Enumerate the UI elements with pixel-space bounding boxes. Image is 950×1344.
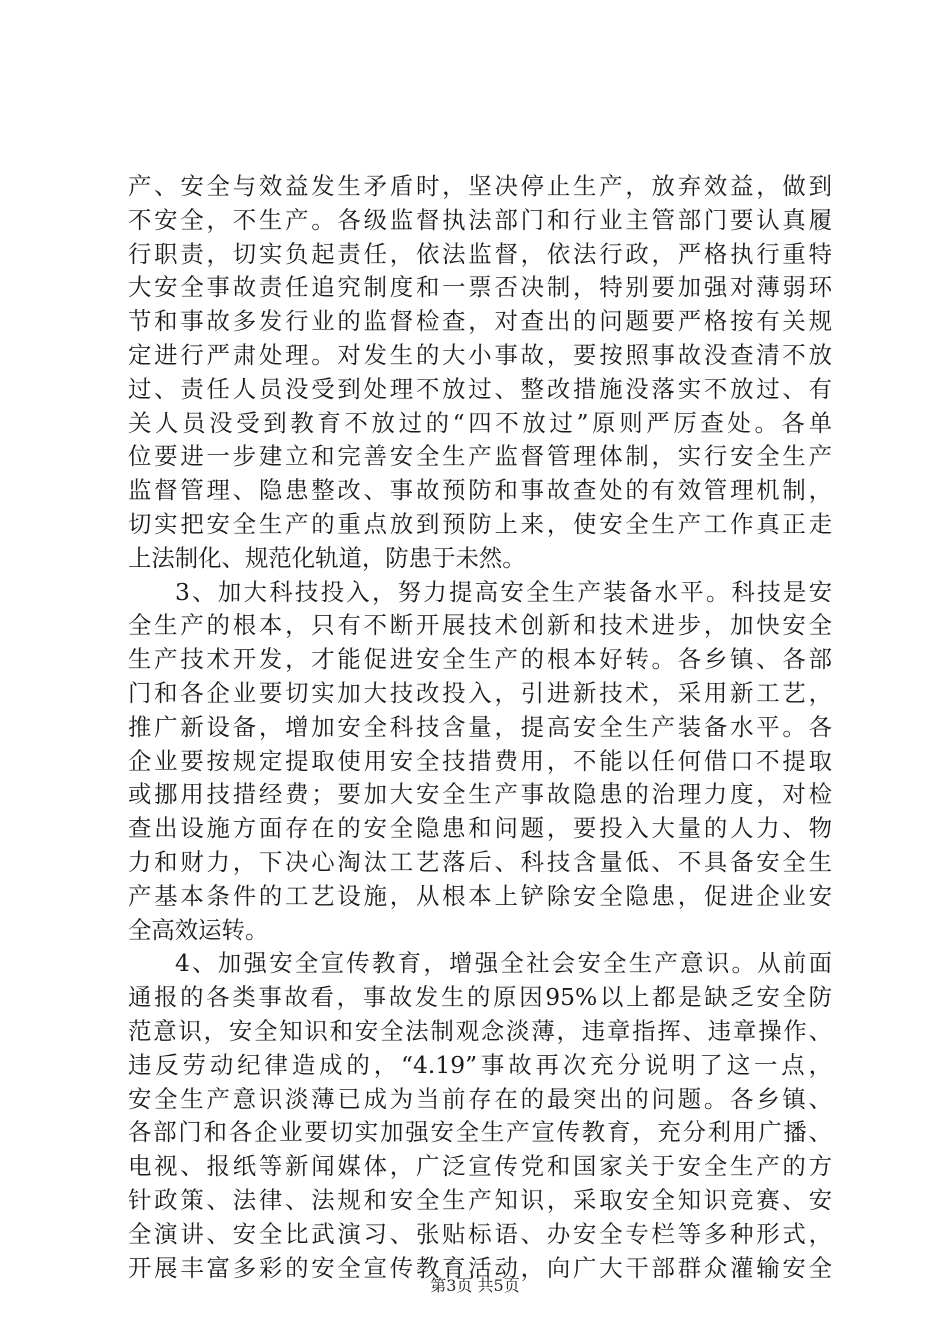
text-line: 3、加大科技投入，努力提高安全生产装备水平。科技是安 xyxy=(175,577,832,606)
text-line: 不安全，不生产。各级监督执法部门和行业主管部门要认真履 xyxy=(128,205,832,234)
text-line: 行职责，切实负起责任，依法监督，依法行政，严格执行重特 xyxy=(128,239,832,268)
text-line: 全生产的根本，只有不断开展技术创新和技术进步，加快安全 xyxy=(128,611,832,640)
text-line: 范意识，安全知识和安全法制观念淡薄，违章指挥、违章操作、 xyxy=(128,1016,832,1045)
text-line: 门和各企业要切实加大技改投入，引进新技术，采用新工艺， xyxy=(128,678,832,707)
text-line: 针政策、法律、法规和安全生产知识，采取安全知识竞赛、安 xyxy=(128,1185,832,1214)
text-line: 切实把安全生产的重点放到预防上来，使安全生产工作真正走 xyxy=(128,509,832,538)
text-line: 节和事故多发行业的监督检查，对查出的问题要严格按有关规 xyxy=(128,307,832,336)
text-line: 力和财力，下决心淘汰工艺落后、科技含量低、不具备安全生 xyxy=(128,847,832,876)
text-line: 上法制化、规范化轨道，防患于未然。 xyxy=(128,543,526,572)
text-line: 电视、报纸等新闻媒体，广泛宣传党和国家关于安全生产的方 xyxy=(128,1152,832,1181)
text-line: 企业要按规定提取使用安全技措费用，不能以任何借口不提取 xyxy=(128,746,832,775)
text-line: 监督管理、隐患整改、事故预防和事故查处的有效管理机制， xyxy=(128,476,832,505)
page-footer: 第3页 共5页 xyxy=(430,1276,520,1295)
text-line: 关人员没受到教育不放过的“四不放过”原则严厉查处。各单 xyxy=(128,408,832,437)
text-line: 各部门和各企业要切实加强安全生产宣传教育，充分利用广播、 xyxy=(128,1118,832,1147)
text-line: 查出设施方面存在的安全隐患和问题，要投入大量的人力、物 xyxy=(128,814,832,843)
text-line: 4、加强安全宣传教育，增强全社会安全生产意识。从前面 xyxy=(175,949,832,978)
text-line: 大安全事故责任追究制度和一票否决制，特别要加强对薄弱环 xyxy=(128,273,832,302)
text-line: 通报的各类事故看，事故发生的原因95%以上都是缺乏安全防 xyxy=(128,983,832,1012)
text-line: 过、责任人员没受到处理不放过、整改措施没落实不放过、有 xyxy=(128,374,832,403)
text-line: 推广新设备，增加安全科技含量，提高安全生产装备水平。各 xyxy=(128,712,832,741)
text-line: 或挪用技措经费；要加大安全生产事故隐患的治理力度，对检 xyxy=(128,780,832,809)
text-line: 全高效运转。 xyxy=(128,915,269,944)
text-line: 生产技术开发，才能促进安全生产的根本好转。各乡镇、各部 xyxy=(128,645,832,674)
text-line: 定进行严肃处理。对发生的大小事故，要按照事故没查清不放 xyxy=(128,340,832,369)
text-line: 全演讲、安全比武演习、张贴标语、办安全专栏等多种形式， xyxy=(128,1219,832,1248)
body-text xyxy=(128,170,832,1285)
text-line: 产基本条件的工艺设施，从根本上铲除安全隐患，促进企业安 xyxy=(128,881,832,910)
text-line: 产、安全与效益发生矛盾时，坚决停止生产，放弃效益，做到 xyxy=(128,172,832,200)
text-line: 违反劳动纪律造成的，“4.19”事故再次充分说明了这一点， xyxy=(128,1050,832,1079)
text-line: 开展丰富多彩的安全宣传教育活动，向广大干部群众灌输安全 xyxy=(128,1253,832,1282)
text-line: 位要进一步建立和完善安全生产监督管理体制，实行安全生产 xyxy=(128,442,832,471)
text-line: 安全生产意识淡薄已成为当前存在的最突出的问题。各乡镇、 xyxy=(128,1084,832,1113)
